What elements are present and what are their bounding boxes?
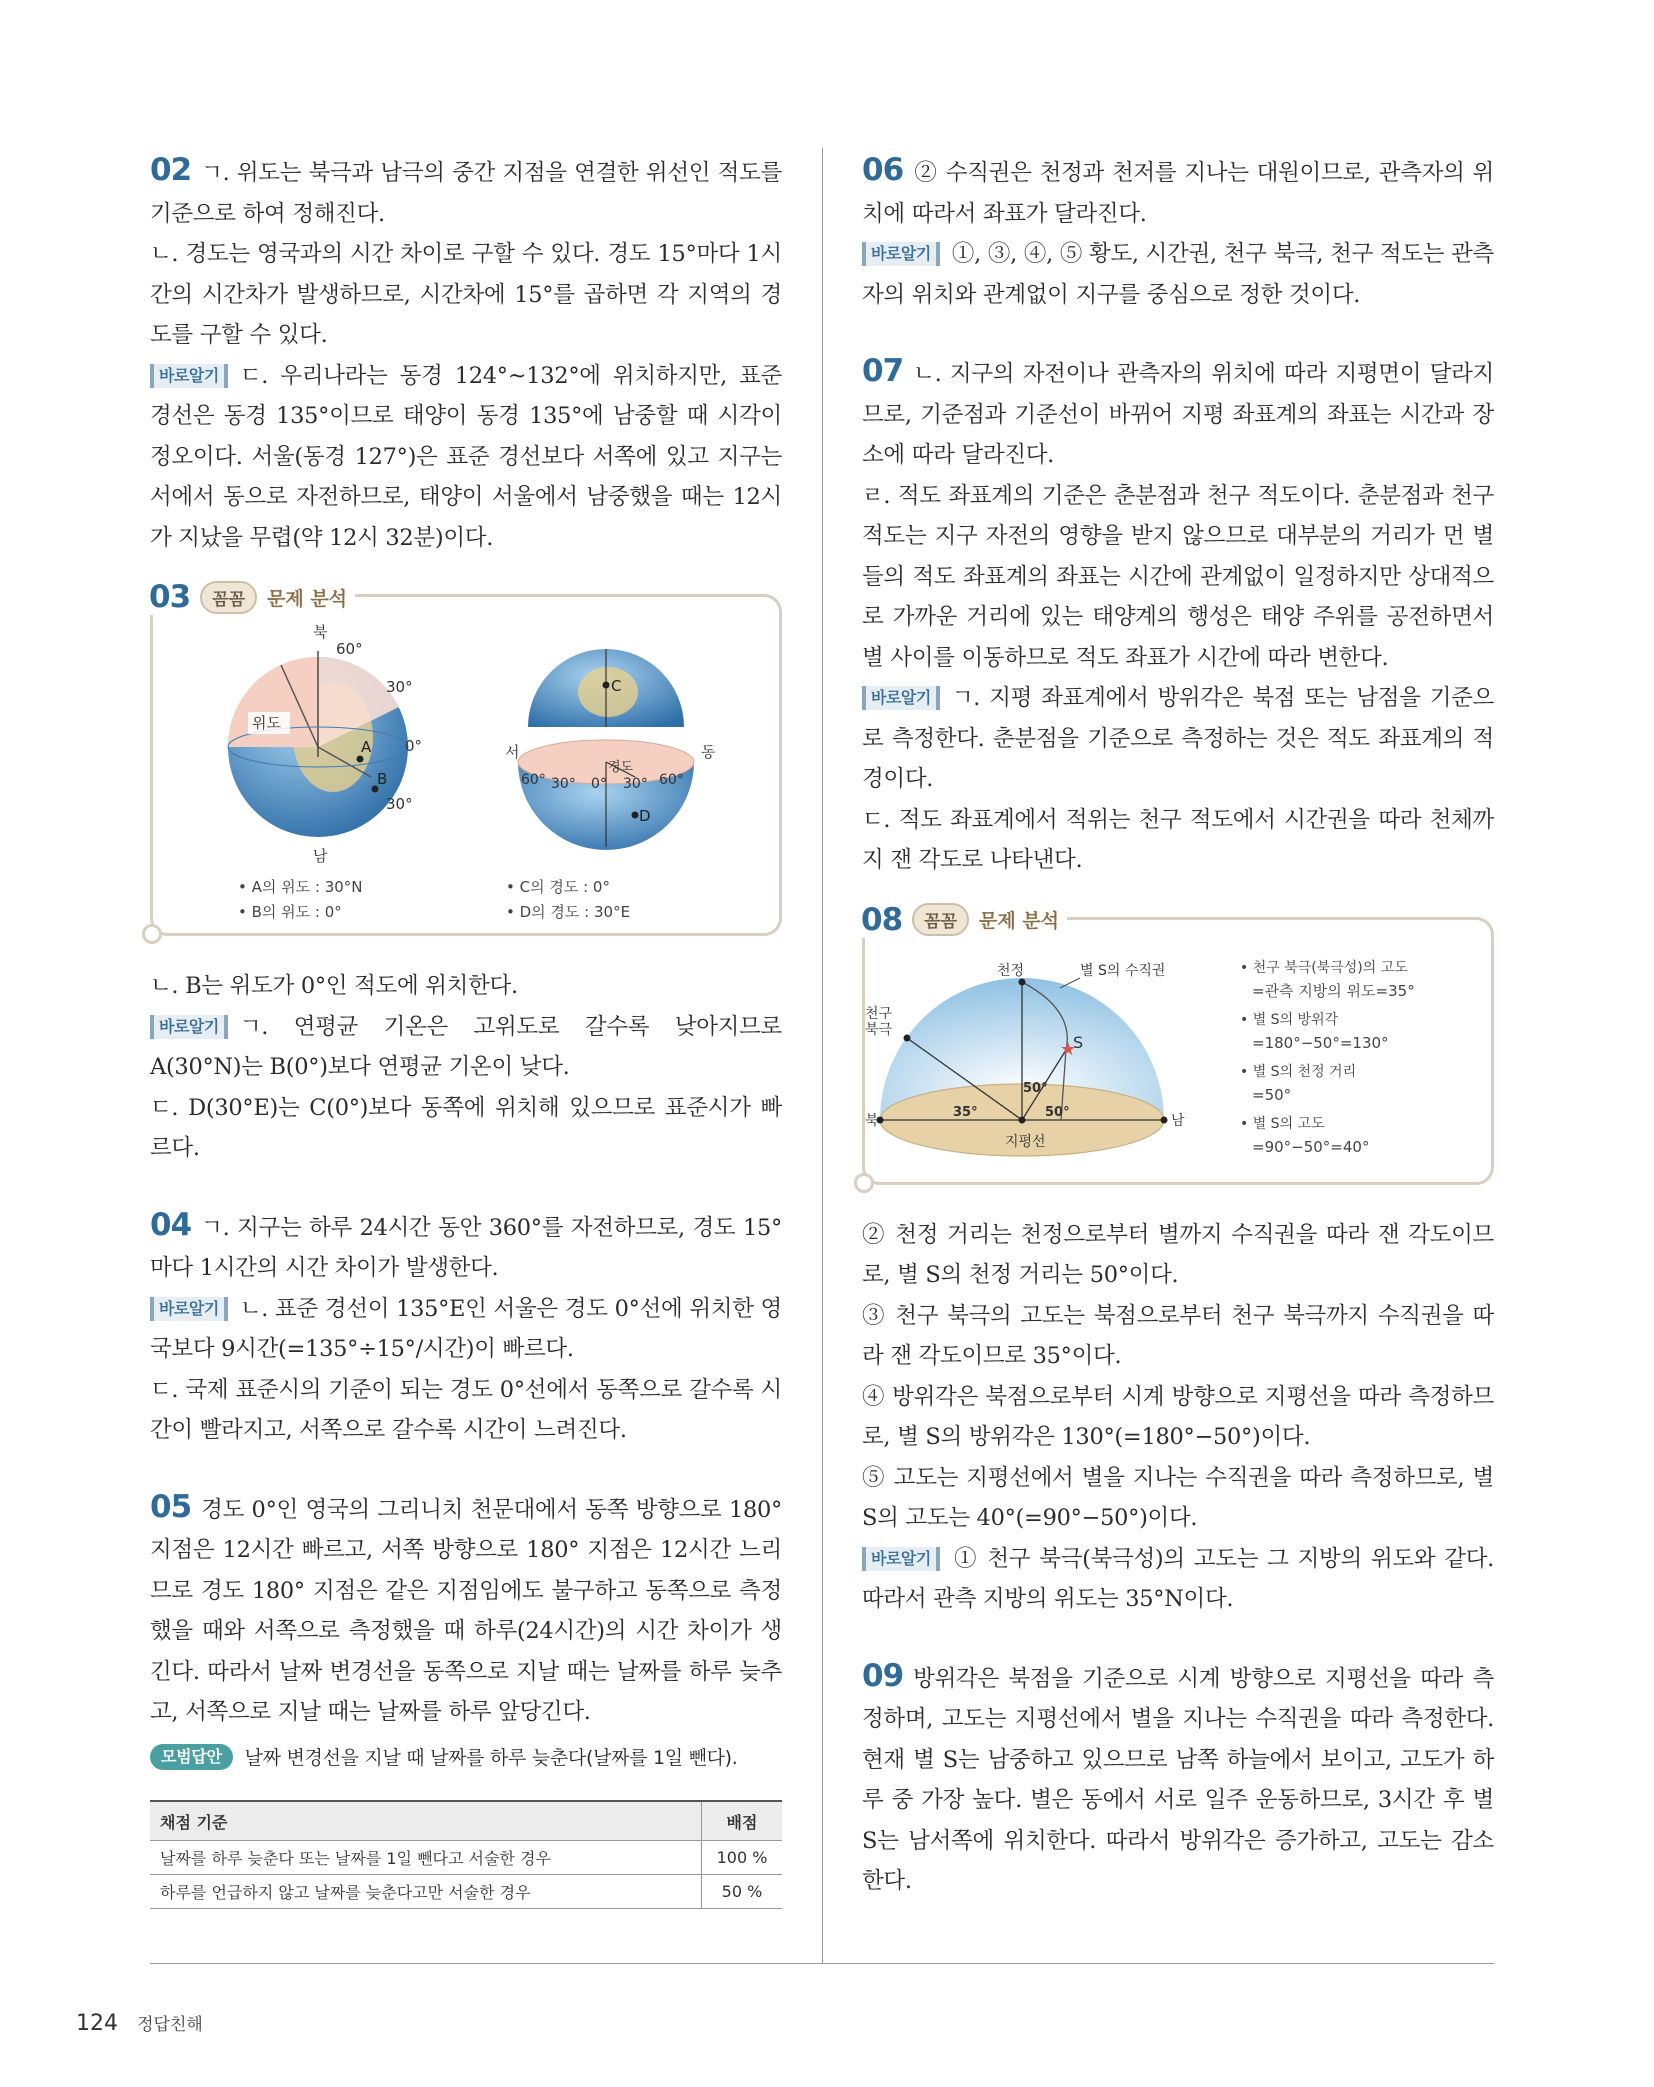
- model-answer-tag: 모범답안: [150, 1744, 233, 1770]
- box-corner-dot: [854, 1173, 874, 1193]
- answer-08: [861, 901, 1494, 1620]
- note-line: =50°: [1252, 1085, 1292, 1104]
- label-lat0: 0°: [405, 737, 423, 755]
- points-cell: 100 %: [702, 1841, 783, 1875]
- label-vertical-circle: 별 S의 수직권: [1080, 962, 1166, 979]
- label-north-left: 북: [313, 623, 328, 641]
- question-number: 02: [150, 152, 192, 188]
- kkomkkom-badge: 꼼꼼: [912, 903, 969, 936]
- label-latitude: 위도: [252, 714, 281, 732]
- table-row: [150, 1875, 782, 1909]
- note-line: • 별 S의 방위각: [1240, 1011, 1339, 1028]
- answer-text: 방위각은 북점을 기준으로 시계 방향으로 지평선을 따라 측정하며, 고도는 지평선에서 별을 지나는 수직권을 따라 측정한다. 현재 별 S는 남중하고 있으므로 남쪽 하늘에서 보이고, 고도가 하루 중 가장 높다. 별은 동에서 서로 일주 운동하므로, 3시간 후 별 S는 남서쪽에 위치한다. 따라서 방위각은 증가하고, 고도는 감소한다.: [862, 1665, 1494, 1894]
- correction-tag: 바로알기: [150, 1015, 228, 1039]
- analysis-box: [861, 901, 1494, 1185]
- answer-09: [862, 1656, 1494, 1902]
- label-lat30s: 30°: [386, 795, 413, 813]
- question-number: 07: [862, 353, 904, 389]
- point-A: A: [361, 738, 372, 756]
- answer-text: ㄷ. 우리나라는 동경 124°~132°에 위치하지만, 표준 경선은 동경 135°이므로 태양이 동경 135°에 남중할 때 시각이 정오이다. 서울(동경 127°)은 표준 경선보다 서쪽에 있고 지구는 서에서 동으로 자전하므로, 태양이 서울에서 남중했을 때는 12시가 지났을 무렵(약 12시 32분)이다.: [150, 362, 782, 551]
- label-e30: 30°: [623, 776, 648, 792]
- page-number: 124: [76, 2011, 118, 2036]
- answer-text: ② 천정 거리는 천정으로부터 별까지 수직권을 따라 잰 각도이므로, 별 S의 천정 거리는 50°이다.: [862, 1221, 1494, 1288]
- note-line: =90°−50°=40°: [1252, 1137, 1370, 1156]
- answer-text: ①, ③, ④, ⑤ 황도, 시간권, 천구 북극, 천구 적도는 관측자의 위치와 관계없이 지구를 중심으로 정한 것이다.: [862, 241, 1494, 308]
- svg-text:★: ★: [1060, 1038, 1077, 1060]
- label-angle-50a: 50°: [1023, 1080, 1048, 1096]
- point-D: D: [639, 807, 651, 825]
- answer-text: ㄴ. 지구의 자전이나 관측자의 위치에 따라 지평면이 달라지므로, 기준점과 기준선이 바뀌어 지평 좌표계의 좌표는 시간과 장소에 따라 달라진다.: [862, 361, 1494, 468]
- note-line: • 별 S의 천정 거리: [1240, 1063, 1357, 1080]
- answer-text: ㄱ. 위도는 북극과 남극의 중간 지점을 연결한 위선인 적도를 기준으로 하여 정해진다.: [150, 160, 782, 227]
- label-pole-2: 북극: [865, 1021, 893, 1038]
- answer-text: ㄹ. 적도 좌표계의 기준은 춘분점과 천구 적도이다. 춘분점과 천구 적도는 지구 자전의 영향을 받지 않으므로 대부분의 거리가 먼 별들의 적도 좌표계의 좌표는 시간에 관계없이 일정하지만 상대적으로 가까운 거리에 있는 태양계의 행성은 태양 주위를 공전하면서 별 사이를 이동하므로 적도 좌표가 시간에 따라 변한다.: [862, 482, 1494, 671]
- label-east: 동: [701, 743, 716, 761]
- question-number: 03: [149, 579, 191, 615]
- column-divider: [822, 148, 823, 1964]
- label-w60: 60°: [521, 772, 546, 788]
- globe-diagram: [153, 597, 779, 927]
- label-longitude: 경도: [608, 760, 634, 775]
- label-angle-50b: 50°: [1045, 1104, 1070, 1120]
- answer-06: [862, 150, 1494, 315]
- question-number: 09: [862, 1657, 904, 1694]
- note-D: • D의 경도 : 30°E: [506, 903, 631, 921]
- answer-text: ⑤ 고도는 지평선에서 별을 지나는 수직권을 따라 측정하므로, 별 S의 고도는 40°(=90°−50°)이다.: [862, 1464, 1494, 1531]
- answer-text: ㄷ. D(30°E)는 C(0°)보다 동쪽에 위치해 있으므로 표준시가 빠르다.: [150, 1094, 782, 1161]
- answer-03: [149, 579, 782, 1169]
- analysis-title: 문제 분석: [979, 910, 1060, 932]
- answer-text: ① 천구 북극(북극성)의 고도는 그 지방의 위도와 같다. 따라서 관측 지방의 위도는 35°N이다.: [862, 1545, 1494, 1612]
- answer-07: [862, 351, 1494, 881]
- answer-text: ㄴ. 표준 경선이 135°E인 서울은 경도 0°선에 위치한 영국보다 9시간(=135°÷15°/시간)이 빠르다.: [150, 1295, 782, 1362]
- label-pole-1: 천구: [865, 1005, 893, 1022]
- point-C: C: [611, 677, 622, 695]
- question-number: 08: [861, 901, 903, 938]
- scoring-header-points: 배점: [702, 1801, 783, 1841]
- right-column: [862, 150, 1494, 1938]
- label-south: 남: [1171, 1112, 1185, 1129]
- table-row: [150, 1841, 782, 1875]
- answer-text: ㄴ. B는 위도가 0°인 적도에 위치한다.: [150, 973, 518, 999]
- label-lat60: 60°: [336, 640, 363, 658]
- answer-text: 경도 0°인 영국의 그리니치 천문대에서 동쪽 방향으로 180° 지점은 12시간 빠르고, 서쪽 방향으로 180° 지점은 12시간 느리므로 경도 180° 지점은 같은 지점임에도 불구하고 동쪽으로 측정했을 때와 서쪽으로 측정했을 때 하루(24시간)의 시간 차이가 생긴다. 따라서 날짜 변경선을 동쪽으로 지날 때는 날짜를 하루 늦추고, 서쪽으로 지날 때는 날짜를 하루 앞당긴다.: [150, 1496, 782, 1725]
- label-l0: 0°: [591, 776, 607, 792]
- answer-text: ③ 천구 북극의 고도는 북점으로부터 천구 북극까지 수직권을 따라 잰 각도이므로 35°이다.: [862, 1302, 1494, 1369]
- celestial-sphere-diagram: [865, 920, 1491, 1176]
- label-south-left: 남: [313, 847, 328, 865]
- criteria-cell: 하루를 언급하지 않고 날짜를 늦춘다고만 서술한 경우: [150, 1875, 702, 1909]
- scoring-table: [150, 1800, 782, 1909]
- note-line: =180°−50°=130°: [1252, 1033, 1389, 1052]
- correction-tag: 바로알기: [150, 1297, 228, 1321]
- correction-tag: 바로알기: [862, 1547, 940, 1571]
- book-label: 정답친해: [137, 2015, 203, 2035]
- answer-05: [150, 1487, 782, 1910]
- answer-text: ㄴ. 경도는 영국과의 시간 차이로 구할 수 있다. 경도 15°마다 1시간의 시간차가 발생하므로, 시간차에 15°를 곱하면 각 지역의 경도를 구할 수 있다.: [150, 241, 782, 348]
- question-number: 05: [150, 1488, 192, 1525]
- scoring-header-criteria: 채점 기준: [150, 1801, 702, 1841]
- kkomkkom-badge: 꼼꼼: [200, 581, 257, 614]
- correction-tag: 바로알기: [150, 364, 228, 388]
- answer-text: ㄱ. 연평균 기온은 고위도로 갈수록 낮아지므로 A(30°N)는 B(0°)보다 연평균 기온이 낮다.: [150, 1013, 782, 1080]
- answer-text: ② 수직권은 천정과 천저를 지나는 대원이므로, 관측자의 위치에 따라서 좌표가 달라진다.: [862, 160, 1494, 227]
- criteria-cell: 날짜를 하루 늦춘다 또는 날짜를 1일 뺀다고 서술한 경우: [150, 1841, 702, 1875]
- analysis-box: [149, 579, 782, 936]
- answer-02: [150, 150, 782, 558]
- left-column: [150, 150, 782, 1945]
- note-line: =관측 지방의 위도=35°: [1252, 981, 1415, 1000]
- correction-tag: 바로알기: [862, 242, 940, 266]
- label-star-S: S: [1073, 1032, 1084, 1052]
- label-e60: 60°: [659, 772, 684, 788]
- correction-tag: 바로알기: [862, 686, 940, 710]
- note-A: • A의 위도 : 30°N: [238, 878, 363, 896]
- note-line: • 천구 북극(북극성)의 고도: [1240, 959, 1408, 976]
- label-west: 서: [505, 743, 520, 761]
- page-footer: [76, 2010, 203, 2036]
- label-zenith: 천정: [997, 962, 1025, 979]
- answer-text: ㄷ. 적도 좌표계에서 적위는 천구 적도에서 시간권을 따라 천체까지 잰 각도로 나타낸다.: [862, 806, 1494, 873]
- answer-text: ㄱ. 지평 좌표계에서 방위각은 북점 또는 남점을 기준으로 측정한다. 춘분점을 기준으로 측정하는 것은 적도 좌표계의 적경이다.: [862, 685, 1494, 792]
- answer-04: [150, 1205, 782, 1451]
- footer-rule: [150, 1963, 1494, 1964]
- label-angle-35: 35°: [953, 1104, 978, 1120]
- label-north: 북: [865, 1112, 879, 1129]
- answer-text: ㄷ. 국제 표준시의 기준이 되는 경도 0°선에서 동쪽으로 갈수록 시간이 빨라지고, 서쪽으로 갈수록 시간이 느려진다.: [150, 1376, 782, 1443]
- answer-text: ④ 방위각은 북점으로부터 시계 방향으로 지평선을 따라 측정하므로, 별 S의 방위각은 130°(=180°−50°)이다.: [862, 1383, 1494, 1450]
- label-horizon: 지평선: [1005, 1133, 1046, 1150]
- question-number: 04: [150, 1206, 192, 1243]
- model-answer-text: 날짜 변경선을 지날 때 날짜를 하루 늦춘다(날짜를 1일 뺀다).: [244, 1746, 738, 1769]
- note-line: • 별 S의 고도: [1240, 1115, 1325, 1132]
- question-number: 06: [862, 152, 904, 188]
- note-C: • C의 경도 : 0°: [506, 878, 610, 896]
- label-lat30: 30°: [386, 678, 413, 696]
- point-B: B: [377, 770, 388, 788]
- box-corner-dot: [142, 924, 162, 944]
- note-B: • B의 위도 : 0°: [238, 903, 342, 921]
- points-cell: 50 %: [702, 1875, 783, 1909]
- answer-text: ㄱ. 지구는 하루 24시간 동안 360°를 자전하므로, 경도 15°마다 1시간의 시간 차이가 발생한다.: [150, 1214, 782, 1281]
- analysis-title: 문제 분석: [267, 587, 348, 610]
- label-w30: 30°: [551, 776, 576, 792]
